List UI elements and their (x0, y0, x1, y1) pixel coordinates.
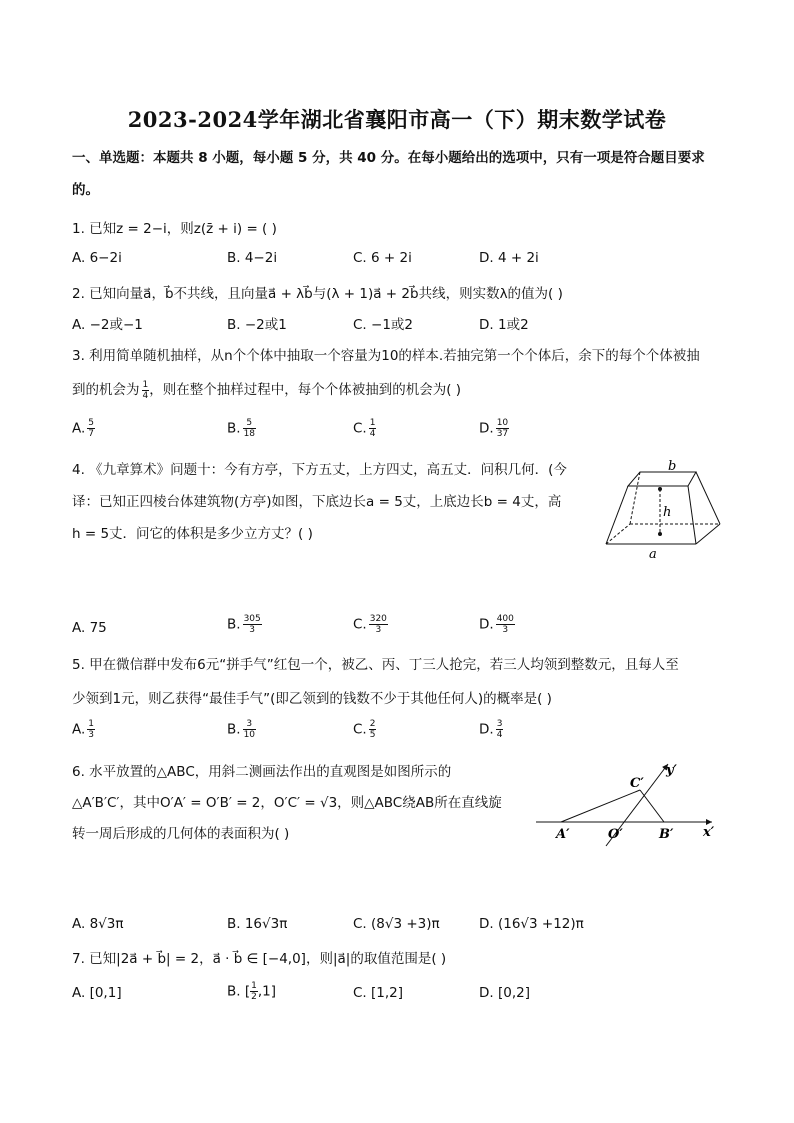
q1-option-d: D. 4 + 2i (479, 250, 539, 266)
section-heading: 一、单选题：本题共 8 小题，每小题 5 分，共 40 分。在每小题给出的选项中，只有一项是符合题目要求 (72, 150, 705, 166)
q4-stem-line2: 译：已知正四棱台体建筑物(方亭)如图，下底边长a = 5丈，上底边长b = 4丈，高 (72, 494, 562, 510)
q5-stem-line1: 5. 甲在微信群中发布6元“拼手气”红包一个，被乙、丙、丁三人抢完，若三人均领到整数元，且每人至 (72, 657, 679, 673)
q6-stem-line3: 转一周后形成的几何体的表面积为( ) (72, 826, 290, 842)
label-y-axis: y′ (666, 763, 677, 778)
q4-option-a: A. 75 (72, 620, 107, 636)
q7-option-b: B. [ $\frac{1}{2}$ ,1] (227, 981, 277, 1002)
q2-option-d: D. 1或2 (479, 317, 529, 333)
frustum-label-h: h (663, 505, 672, 520)
q3-option-b: B. $\frac{5}{18}$ (227, 418, 256, 439)
section-heading-cont: 的。 (72, 182, 99, 198)
q6-option-a: A. 8√3π (72, 916, 124, 932)
page-title: 2023-2024学年湖北省襄阳市高一（下）期末数学试卷 (127, 107, 667, 132)
q3-option-a: A. $\frac{5}{7}$ (72, 418, 95, 439)
q6-option-c: C. (8√3 +3)π (353, 916, 440, 932)
q1-option-a: A. 6−2i (72, 250, 122, 266)
q7-option-d: D. [0,2] (479, 985, 530, 1001)
q5-option-c: C. $\frac{2}{5}$ (353, 719, 376, 740)
frustum-label-b: b (668, 459, 677, 474)
q3-stem-text: 到的机会为 (72, 382, 140, 398)
q1-stem: 1. 已知z = 2−i，则z(z̄ + i) = ( ) (72, 221, 277, 237)
oblique-projection-figure (536, 758, 726, 858)
q3-stem-line2 (72, 378, 461, 401)
q7-option-c: C. [1,2] (353, 985, 404, 1001)
q3-stem-text-post: ，则在整个抽样过程中，每个个体被抽到的机会为( ) (149, 382, 462, 398)
frustum-figure (600, 458, 725, 563)
q2-option-c: C. −1或2 (353, 317, 413, 333)
q4-option-c: C. $\frac{320}{3}$ (353, 614, 387, 635)
label-a-prime: A′ (556, 827, 570, 842)
q1-option-b: B. 4−2i (227, 250, 278, 266)
q7-stem: 7. 已知|2a⃗ + b⃗| = 2，a⃗ · b⃗ ∈ [−4,0]，则|a⃗|的取值范围是( ) (72, 951, 447, 967)
frustum-label-a: a (649, 547, 657, 562)
q5-option-a: A. $\frac{1}{3}$ (72, 719, 95, 740)
q6-option-d: D. (16√3 +12)π (479, 916, 584, 932)
q2-option-a: A. −2或−1 (72, 317, 143, 333)
q6-stem-line1: 6. 水平放置的△ABC，用斜二测画法作出的直观图是如图所示的 (72, 764, 452, 780)
q5-option-b: B. $\frac{3}{10}$ (227, 719, 256, 740)
label-b-prime: B′ (659, 827, 674, 842)
q7-option-a: A. [0,1] (72, 985, 122, 1001)
q3-option-d: D. $\frac{10}{37}$ (479, 418, 509, 439)
q2-option-b: B. −2或1 (227, 317, 287, 333)
q4-stem-line3: h = 5丈．问它的体积是多少立方丈？( ) (72, 526, 313, 542)
q3-stem-fraction: $\frac{1}{4}$ (142, 379, 149, 401)
q4-option-b: B. $\frac{305}{3}$ (227, 614, 261, 635)
q6-stem-line2: △A′B′C′，其中O′A′ = O′B′ = 2，O′C′ = √3，则△ABC绕AB所在直线旋 (72, 795, 502, 811)
label-c-prime: C′ (630, 776, 644, 791)
q4-stem-line1: 4. 《九章算术》问题十：今有方亭，下方五丈，上方四丈，高五丈．问积几何．(今 (72, 462, 567, 478)
q3-option-c: C. $\frac{1}{4}$ (353, 418, 376, 439)
q5-option-d: D. $\frac{3}{4}$ (479, 719, 503, 740)
q6-option-b: B. 16√3π (227, 916, 288, 932)
q3-stem-line1: 3. 利用简单随机抽样，从n个个体中抽取一个容量为10的样本.若抽完第一个个体后，余下的每个个体被抽 (72, 348, 700, 364)
label-x-axis: x′ (703, 825, 715, 840)
q5-stem-line2: 少领到1元，则乙获得“最佳手气”(即乙领到的钱数不少于其他任何人)的概率是( ) (72, 691, 552, 707)
label-o-prime: O′ (608, 827, 623, 842)
q4-option-d: D. $\frac{400}{3}$ (479, 614, 514, 635)
q2-stem: 2. 已知向量a⃗，b⃗不共线，且向量a⃗ + λb⃗与(λ + 1)a⃗ + 2b⃗共线，则实数λ的值为( ) (72, 286, 563, 302)
q1-option-c: C. 6 + 2i (353, 250, 412, 266)
